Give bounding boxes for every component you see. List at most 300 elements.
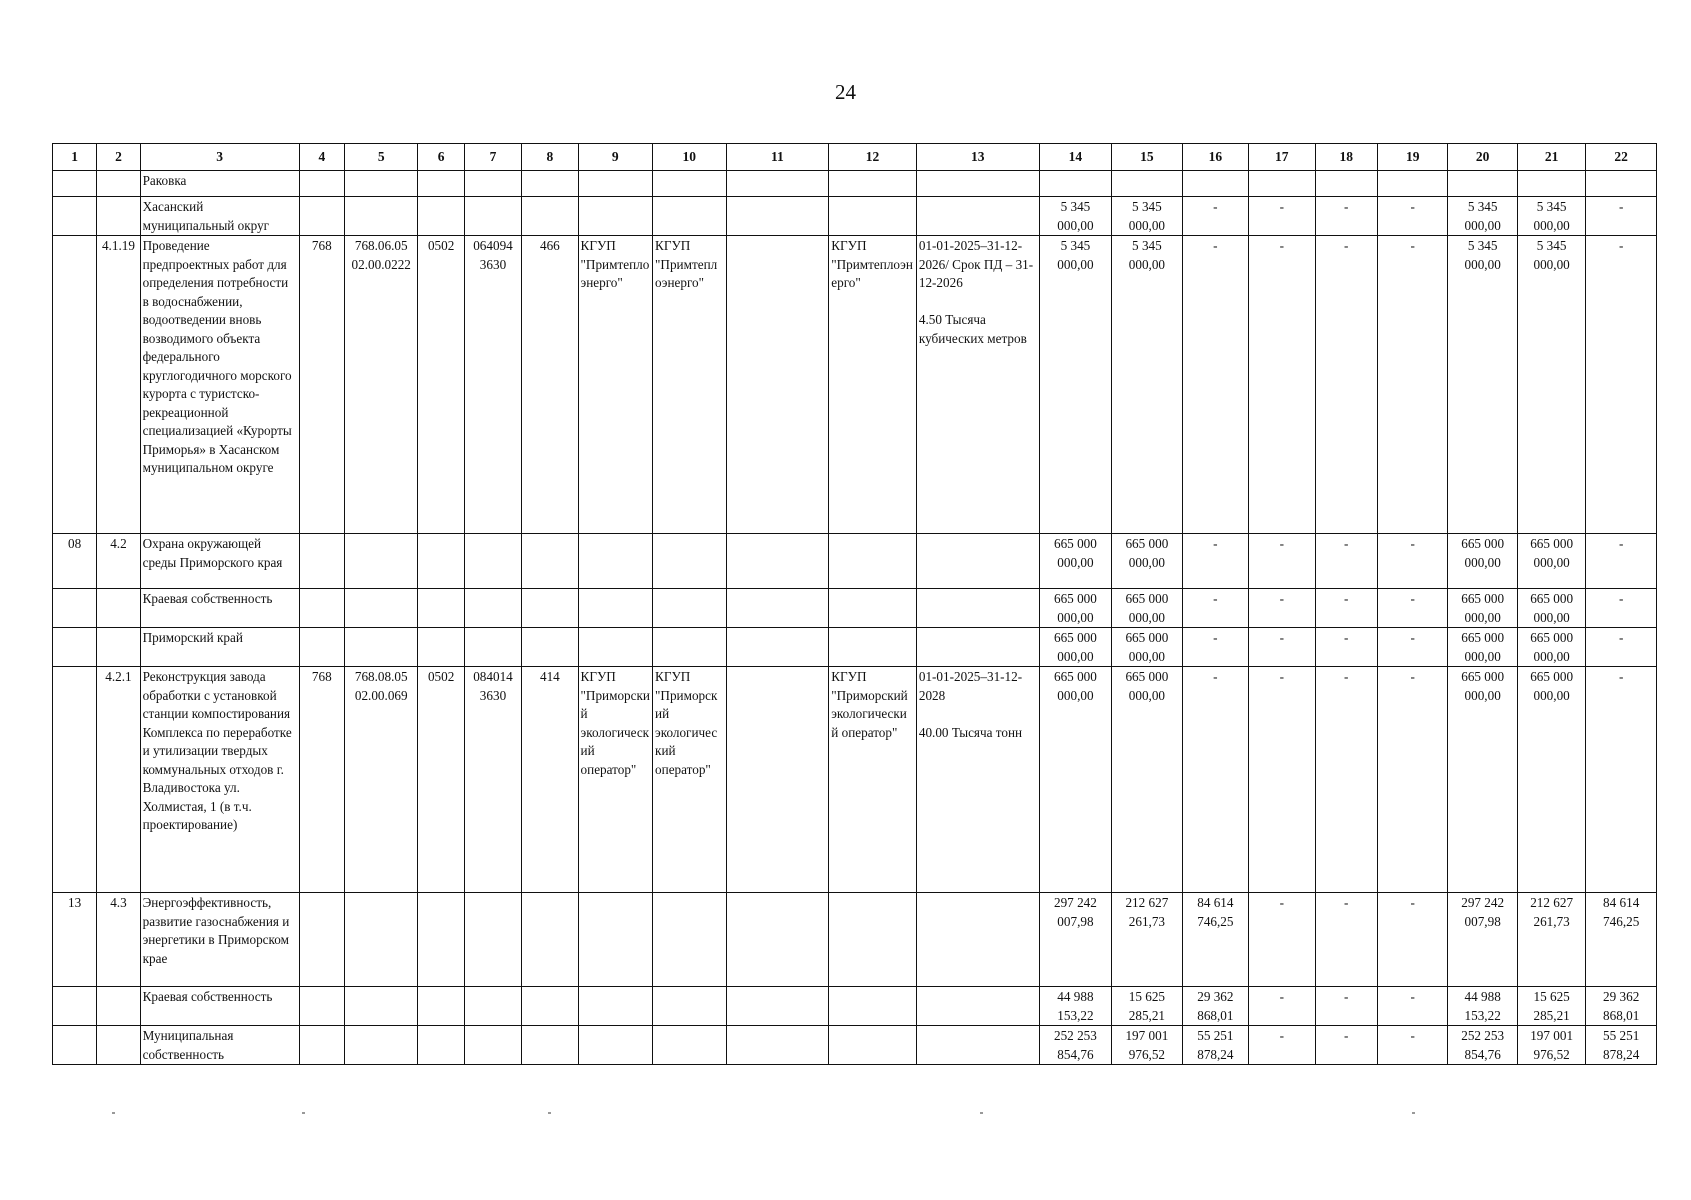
cell-text: -	[1279, 630, 1284, 645]
cell-col-20	[1448, 1026, 1517, 1065]
cell-col-19	[1377, 987, 1447, 1026]
cell-col-20	[1448, 667, 1517, 893]
cell-text: -	[1213, 536, 1218, 551]
cell-text: 665 000 000,00	[1125, 669, 1169, 703]
col-header: 8	[522, 144, 578, 171]
cell-text: 08	[68, 536, 82, 551]
cell-col-11	[726, 236, 829, 534]
cell-col-22	[1586, 628, 1657, 667]
cell-col-22	[1586, 197, 1657, 236]
cell-col-10	[653, 628, 727, 667]
cell-col-7	[464, 171, 521, 197]
cell-col-14	[1039, 628, 1111, 667]
cell-col-3	[140, 893, 299, 987]
cell-text: 768.08.05 02.00.069	[354, 669, 408, 703]
cell-col-21	[1517, 1026, 1585, 1065]
col-header: 21	[1517, 144, 1585, 171]
cell-col-1	[53, 893, 97, 987]
cell-col-17	[1249, 1026, 1315, 1065]
cell-col-6	[418, 987, 464, 1026]
cell-text: -	[1410, 591, 1415, 606]
col-header: 22	[1586, 144, 1657, 171]
cell-col-11	[726, 628, 829, 667]
table-row	[53, 171, 1657, 197]
cell-col-8	[522, 1026, 578, 1065]
col-header: 6	[418, 144, 464, 171]
cell-col-18	[1315, 987, 1377, 1026]
cell-text: -	[1344, 1028, 1349, 1043]
cell-text: 665 000 000,00	[1530, 669, 1574, 703]
cell-col-9	[578, 589, 653, 628]
cell-col-3	[140, 197, 299, 236]
cell-text: -	[1279, 895, 1284, 910]
cell-col-4	[299, 197, 344, 236]
cell-col-15	[1112, 534, 1182, 589]
cell-col-15	[1112, 628, 1182, 667]
cell-col-2	[97, 534, 140, 589]
cell-text: 297 242 007,98	[1053, 895, 1097, 929]
col-header: 17	[1249, 144, 1315, 171]
cell-col-13	[916, 987, 1039, 1026]
table-row	[53, 534, 1657, 589]
cell-col-5	[344, 628, 418, 667]
cell-col-18	[1315, 589, 1377, 628]
cell-text: 84 614 746,25	[1603, 895, 1640, 929]
cell-text: -	[1279, 536, 1284, 551]
cell-col-22	[1586, 1026, 1657, 1065]
cell-text: -	[1410, 630, 1415, 645]
cell-col-14	[1039, 1026, 1111, 1065]
cell-text: -	[1344, 989, 1349, 1004]
cell-col-8	[522, 667, 578, 893]
cell-text: 44 988 153,22	[1464, 989, 1501, 1023]
col-header: 19	[1377, 144, 1447, 171]
cell-col-10	[653, 197, 727, 236]
cell-col-20	[1448, 987, 1517, 1026]
cell-col-17	[1249, 987, 1315, 1026]
cell-col-9	[578, 628, 653, 667]
cell-col-13	[916, 171, 1039, 197]
cell-col-19	[1377, 893, 1447, 987]
cell-text: -	[1410, 989, 1415, 1004]
cell-text: 55 251 878,24	[1197, 1028, 1234, 1062]
cell-text: 665 000 000,00	[1530, 591, 1574, 625]
cell-text: 768	[311, 238, 332, 253]
cell-text: 5 345 000,00	[1057, 199, 1094, 233]
cell-col-21	[1517, 589, 1585, 628]
col-header: 1	[53, 144, 97, 171]
cell-col-3	[140, 171, 299, 197]
cell-col-21	[1517, 171, 1585, 197]
cell-col-11	[726, 893, 829, 987]
cell-text: 768	[311, 669, 332, 684]
cell-text: 252 253 854,76	[1053, 1028, 1097, 1062]
cell-col-11	[726, 197, 829, 236]
cell-text: 064094 3630	[473, 238, 513, 272]
col-header: 2	[97, 144, 140, 171]
cell-col-4	[299, 589, 344, 628]
cell-text: -	[1344, 669, 1349, 684]
header-row	[53, 144, 1657, 171]
cell-text: 4.3	[110, 895, 127, 910]
cell-text: -	[1213, 591, 1218, 606]
cell-col-20	[1448, 171, 1517, 197]
cell-text: 212 627 261,73	[1125, 895, 1169, 929]
cell-col-21	[1517, 628, 1585, 667]
cell-text: 15 625 285,21	[1533, 989, 1570, 1023]
cell-col-10	[653, 589, 727, 628]
cell-col-22	[1586, 534, 1657, 589]
cell-text: 252 253 854,76	[1461, 1028, 1505, 1062]
cell-col-6	[418, 236, 464, 534]
cell-col-8	[522, 987, 578, 1026]
cell-col-14	[1039, 893, 1111, 987]
cell-text: -	[1279, 591, 1284, 606]
cell-col-16	[1182, 197, 1248, 236]
cell-col-16	[1182, 236, 1248, 534]
cell-col-15	[1112, 893, 1182, 987]
cell-col-9	[578, 171, 653, 197]
cell-col-15	[1112, 987, 1182, 1026]
cell-text: КГУП "Примтеплоэнерго"	[655, 238, 718, 290]
cell-col-16	[1182, 667, 1248, 893]
cell-text: 665 000 000,00	[1530, 630, 1574, 664]
cell-col-3	[140, 628, 299, 667]
cell-col-1	[53, 197, 97, 236]
cell-col-6	[418, 534, 464, 589]
cell-col-18	[1315, 534, 1377, 589]
cell-col-8	[522, 236, 578, 534]
cell-col-16	[1182, 987, 1248, 1026]
cell-col-9	[578, 667, 653, 893]
cell-col-11	[726, 667, 829, 893]
cell-col-14	[1039, 534, 1111, 589]
cell-text: -	[1279, 1028, 1284, 1043]
cell-text: -	[1344, 591, 1349, 606]
cell-col-10	[653, 893, 727, 987]
cell-text: 5 345 000,00	[1464, 238, 1501, 272]
cell-col-20	[1448, 197, 1517, 236]
cell-col-5	[344, 1026, 418, 1065]
col-header: 9	[578, 144, 653, 171]
cell-text: Охрана окружающей среды Приморского края	[142, 536, 283, 570]
cell-text: -	[1344, 895, 1349, 910]
cell-col-5	[344, 171, 418, 197]
cell-col-4	[299, 987, 344, 1026]
cell-text: 665 000 000,00	[1053, 591, 1097, 625]
cell-col-6	[418, 893, 464, 987]
cell-col-1	[53, 534, 97, 589]
cell-text: КГУП "Примтеплоэнерго"	[580, 238, 650, 290]
cell-col-7	[464, 197, 521, 236]
cell-col-17	[1249, 197, 1315, 236]
cell-text: 414	[539, 669, 560, 684]
cell-col-5	[344, 236, 418, 534]
budget-table	[52, 143, 1657, 1065]
cell-text: -	[1344, 199, 1349, 214]
cell-text: 0502	[427, 238, 455, 253]
col-header: 13	[916, 144, 1039, 171]
cell-col-16	[1182, 534, 1248, 589]
cell-text: Реконструкция завода обработки с установкой станции компостирования Комплекса по переработке и утилизации твердых коммунальных отходов г. Владивостока ул. Холмистая, 1 (в т.ч. проектирование)	[142, 669, 292, 832]
cell-text: 5 345 000,00	[1128, 199, 1166, 233]
cell-text: 212 627 261,73	[1530, 895, 1574, 929]
cell-col-18	[1315, 667, 1377, 893]
cell-col-16	[1182, 628, 1248, 667]
cell-col-17	[1249, 628, 1315, 667]
cell-col-20	[1448, 893, 1517, 987]
cell-text: -	[1344, 630, 1349, 645]
cell-text: -	[1410, 669, 1415, 684]
cell-col-19	[1377, 589, 1447, 628]
cell-text: -	[1618, 238, 1624, 253]
cell-text: Приморский край	[142, 630, 243, 645]
col-header: 11	[726, 144, 829, 171]
cell-col-1	[53, 171, 97, 197]
cell-col-17	[1249, 893, 1315, 987]
col-header: 7	[464, 144, 521, 171]
cell-col-19	[1377, 1026, 1447, 1065]
cell-col-2	[97, 987, 140, 1026]
cell-text: -	[1344, 238, 1349, 253]
cell-col-19	[1377, 628, 1447, 667]
cell-col-18	[1315, 1026, 1377, 1065]
cell-text: 29 362 868,01	[1197, 989, 1234, 1023]
cell-text: 5 345 000,00	[1128, 238, 1166, 272]
cell-col-5	[344, 534, 418, 589]
cell-text: -	[1213, 630, 1218, 645]
col-header: 18	[1315, 144, 1377, 171]
cell-col-19	[1377, 236, 1447, 534]
cell-col-12	[829, 534, 917, 589]
cell-text: 4.1.19	[101, 238, 135, 253]
cell-col-7	[464, 893, 521, 987]
col-header: 10	[653, 144, 727, 171]
cell-col-1	[53, 1026, 97, 1065]
table-row	[53, 589, 1657, 628]
cell-col-6	[418, 589, 464, 628]
cell-text: 665 000 000,00	[1125, 591, 1169, 625]
cell-col-12	[829, 987, 917, 1026]
cell-col-1	[53, 987, 97, 1026]
cell-text: 665 000 000,00	[1461, 591, 1505, 625]
cell-col-20	[1448, 628, 1517, 667]
cell-col-4	[299, 534, 344, 589]
cell-col-5	[344, 197, 418, 236]
cell-col-10	[653, 987, 727, 1026]
cell-text: 297 242 007,98	[1461, 895, 1505, 929]
cell-col-18	[1315, 171, 1377, 197]
cell-text: 0502	[427, 669, 455, 684]
cell-col-11	[726, 589, 829, 628]
cell-col-10	[653, 1026, 727, 1065]
cell-col-1	[53, 628, 97, 667]
cell-col-2	[97, 589, 140, 628]
col-header: 15	[1112, 144, 1182, 171]
cell-col-21	[1517, 534, 1585, 589]
cell-col-10	[653, 667, 727, 893]
cell-col-4	[299, 236, 344, 534]
cell-col-2	[97, 667, 140, 893]
cell-col-22	[1586, 589, 1657, 628]
cell-col-20	[1448, 534, 1517, 589]
cell-text: 5 345 000,00	[1533, 199, 1570, 233]
cell-col-14	[1039, 197, 1111, 236]
cell-text: 15 625 285,21	[1128, 989, 1166, 1023]
cell-col-20	[1448, 236, 1517, 534]
cell-col-4	[299, 1026, 344, 1065]
cell-col-1	[53, 589, 97, 628]
cell-text: 665 000 000,00	[1053, 630, 1097, 664]
cell-col-12	[829, 1026, 917, 1065]
cell-col-8	[522, 589, 578, 628]
cell-text: -	[1618, 669, 1624, 684]
cell-col-13	[916, 534, 1039, 589]
cell-col-16	[1182, 171, 1248, 197]
cell-col-12	[829, 589, 917, 628]
cell-col-7	[464, 667, 521, 893]
cell-col-11	[726, 987, 829, 1026]
cell-col-6	[418, 171, 464, 197]
table-row	[53, 236, 1657, 534]
cell-col-3	[140, 1026, 299, 1065]
cell-col-3	[140, 589, 299, 628]
cell-text: -	[1618, 630, 1624, 645]
cell-text: 197 001 976,52	[1125, 1028, 1169, 1062]
cell-col-13	[916, 667, 1039, 893]
cell-text: -	[1618, 536, 1624, 551]
cell-col-8	[522, 534, 578, 589]
cell-col-9	[578, 987, 653, 1026]
cell-col-8	[522, 628, 578, 667]
cell-text: -	[1410, 895, 1415, 910]
cell-col-21	[1517, 667, 1585, 893]
cell-col-15	[1112, 236, 1182, 534]
cell-col-5	[344, 893, 418, 987]
cell-text: КГУП "Примтеплоэнерго"	[831, 238, 913, 290]
cell-col-19	[1377, 171, 1447, 197]
cell-col-17	[1249, 589, 1315, 628]
cell-text: 29 362 868,01	[1603, 989, 1640, 1023]
col-header: 3	[140, 144, 299, 171]
table-row	[53, 628, 1657, 667]
cell-text: 55 251 878,24	[1603, 1028, 1640, 1062]
cell-col-7	[464, 236, 521, 534]
cell-col-7	[464, 1026, 521, 1065]
cell-text: -	[1279, 669, 1284, 684]
cell-col-21	[1517, 236, 1585, 534]
cell-col-16	[1182, 589, 1248, 628]
cell-text: -	[1279, 238, 1284, 253]
cell-col-19	[1377, 534, 1447, 589]
cell-col-14	[1039, 236, 1111, 534]
cell-col-2	[97, 628, 140, 667]
cell-text: -	[1410, 1028, 1415, 1043]
cell-text: -	[1279, 199, 1284, 214]
cell-text: Краевая собственность	[142, 591, 273, 606]
cell-text: 44 988 153,22	[1057, 989, 1094, 1023]
cell-text: 665 000 000,00	[1461, 630, 1505, 664]
cell-col-17	[1249, 534, 1315, 589]
cell-col-2	[97, 171, 140, 197]
cell-text: КГУП "Приморский экологический оператор"	[831, 669, 908, 740]
col-header: 14	[1039, 144, 1111, 171]
cell-text: -	[1213, 238, 1218, 253]
cell-text: 665 000 000,00	[1125, 630, 1169, 664]
cell-col-12	[829, 667, 917, 893]
cell-text: 13	[68, 895, 82, 910]
cell-text: 665 000 000,00	[1053, 536, 1097, 570]
scan-artifacts	[0, 1112, 1691, 1118]
cell-text: 665 000 000,00	[1053, 669, 1097, 703]
cell-text: 665 000 000,00	[1461, 536, 1505, 570]
cell-col-13	[916, 589, 1039, 628]
cell-text: Раковка	[142, 173, 187, 188]
cell-col-21	[1517, 987, 1585, 1026]
cell-col-11	[726, 1026, 829, 1065]
cell-text: 01-01-2025–31-12-2028 40.00 Тысяча тонн	[918, 669, 1023, 740]
cell-col-9	[578, 534, 653, 589]
cell-col-2	[97, 893, 140, 987]
cell-col-22	[1586, 987, 1657, 1026]
cell-col-15	[1112, 589, 1182, 628]
table-row	[53, 1026, 1657, 1065]
cell-col-4	[299, 667, 344, 893]
page-number: 24	[835, 80, 856, 104]
cell-col-22	[1586, 667, 1657, 893]
cell-col-18	[1315, 893, 1377, 987]
table-row	[53, 197, 1657, 236]
cell-text: -	[1410, 238, 1415, 253]
cell-text: 768.06.05 02.00.0222	[351, 238, 411, 272]
cell-col-8	[522, 893, 578, 987]
cell-text: -	[1279, 989, 1284, 1004]
cell-text: 5 345 000,00	[1057, 238, 1094, 272]
cell-col-1	[53, 667, 97, 893]
cell-text: 665 000 000,00	[1125, 536, 1169, 570]
cell-col-14	[1039, 171, 1111, 197]
cell-text: Энергоэффективность, развитие газоснабжения и энергетики в Приморском крае	[142, 895, 290, 966]
cell-col-6	[418, 628, 464, 667]
cell-col-9	[578, 236, 653, 534]
cell-col-13	[916, 893, 1039, 987]
cell-col-21	[1517, 197, 1585, 236]
cell-col-17	[1249, 171, 1315, 197]
cell-col-5	[344, 667, 418, 893]
cell-text: -	[1410, 199, 1415, 214]
cell-col-2	[97, 197, 140, 236]
cell-text: 665 000 000,00	[1530, 536, 1574, 570]
cell-text: -	[1410, 536, 1415, 551]
cell-col-8	[522, 171, 578, 197]
cell-col-7	[464, 987, 521, 1026]
cell-text: -	[1213, 199, 1218, 214]
cell-text: Хасанский муниципальный округ	[142, 199, 270, 233]
cell-col-5	[344, 589, 418, 628]
cell-text: 84 614 746,25	[1197, 895, 1234, 929]
col-header: 12	[829, 144, 917, 171]
cell-text: Проведение предпроектных работ для определения потребности в водоснабжении, водоотведении вновь возводимого объекта федерального круглогодичного морского курорта с туристско-рекреационной специализацией «Курорты Приморья» в Хасанском муниципальном округе	[142, 238, 292, 475]
cell-col-18	[1315, 628, 1377, 667]
cell-text: 4.2.1	[105, 669, 132, 684]
cell-col-12	[829, 893, 917, 987]
col-header: 20	[1448, 144, 1517, 171]
cell-text: -	[1618, 591, 1624, 606]
cell-col-17	[1249, 667, 1315, 893]
table-row	[53, 667, 1657, 893]
cell-col-18	[1315, 197, 1377, 236]
cell-col-10	[653, 534, 727, 589]
